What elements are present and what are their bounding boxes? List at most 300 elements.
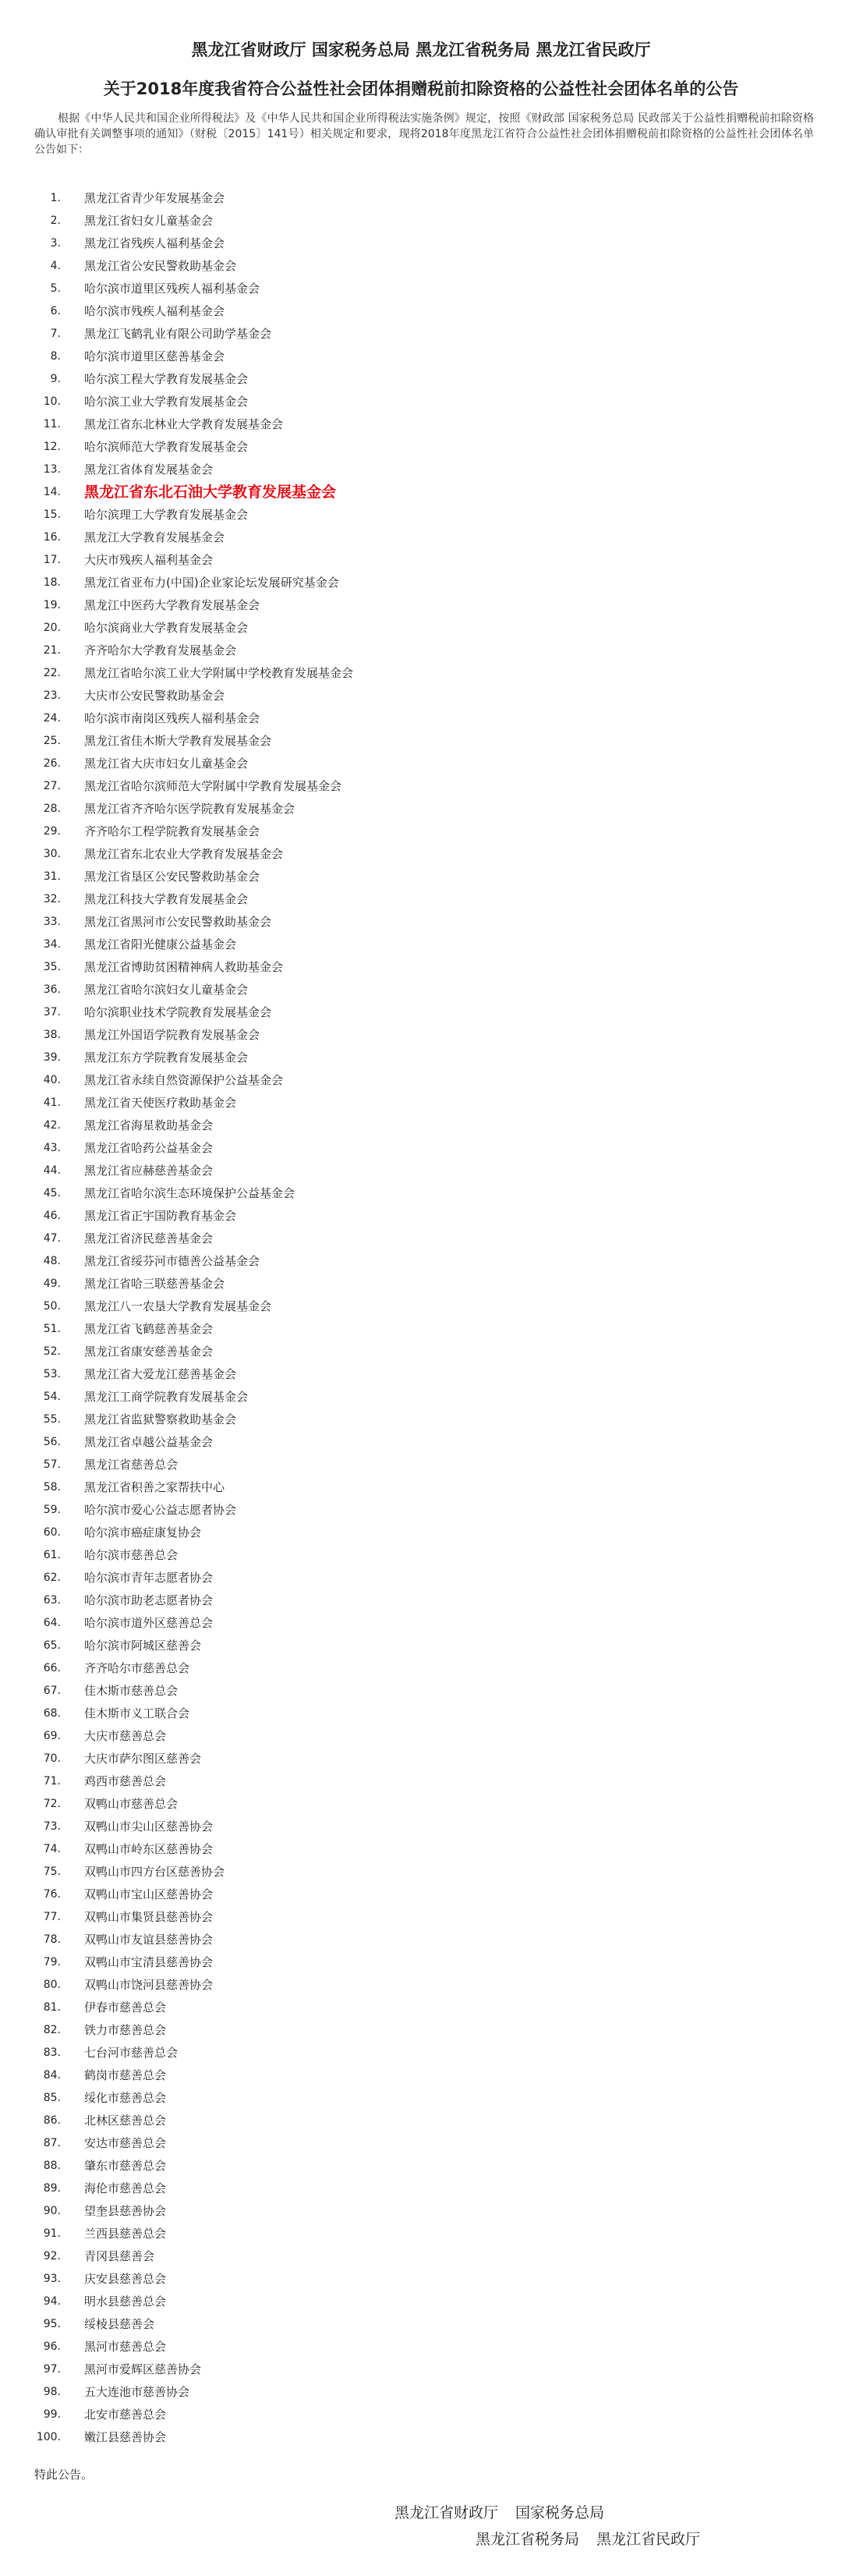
list-item (0, 1906, 842, 1929)
list-item-number: 42. (43, 1119, 61, 1132)
list-item-name: 大庆市萨尔图区慈善会 (84, 1752, 202, 1766)
list-item-number: 100. (36, 2431, 61, 2443)
list-item-number: 55. (43, 1413, 61, 1426)
list-item (0, 1748, 842, 1770)
list-item (0, 459, 842, 481)
list-item-number: 84. (43, 2069, 61, 2082)
list-item-name: 黑龙江省博助贫困精神病人救助基金会 (84, 960, 284, 974)
list-item-name: 黑龙江省大爱龙江慈善基金会 (84, 1367, 237, 1381)
list-item (0, 2177, 842, 2200)
list-item-name: 黑龙江省永续自然资源保护公益基金会 (84, 1073, 284, 1087)
list-item-name: 大庆市公安民警救助基金会 (84, 689, 225, 703)
list-item-name: 黑龙江八一农垦大学教育发展基金会 (84, 1299, 272, 1313)
list-item-number: 17. (43, 554, 61, 566)
list-item-name: 佳木斯市慈善总会 (84, 1684, 179, 1698)
list-item (0, 934, 842, 956)
list-item-number: 88. (43, 2160, 61, 2172)
list-item (0, 1386, 842, 1408)
list-item-name: 哈尔滨市道里区残疾人福利基金会 (84, 282, 260, 296)
list-item (0, 481, 842, 504)
list-item-number: 21. (43, 644, 61, 657)
list-item (0, 255, 842, 278)
list-item-number: 8. (50, 350, 61, 363)
list-item-name: 鹤岗市慈善总会 (84, 2068, 167, 2082)
list-item-name: 黑龙江省哈尔滨师范大学附属中学教育发展基金会 (84, 779, 342, 793)
list-item (0, 210, 842, 232)
closing-text: 特此公告。 (34, 2468, 94, 2482)
list-item-name: 绥棱县慈善会 (84, 2317, 155, 2331)
list-item-name: 黑龙江省海星救助基金会 (84, 1118, 214, 1132)
list-item-name: 肇东市慈善总会 (84, 2159, 167, 2173)
list-item (0, 1137, 842, 1160)
list-item (0, 956, 842, 979)
list-item (0, 549, 842, 572)
list-item-name: 齐齐哈尔市慈善总会 (84, 1661, 190, 1675)
list-item (0, 345, 842, 368)
list-item-name: 双鸭山市集贤县慈善协会 (84, 1910, 214, 1924)
list-item-number: 93. (43, 2273, 61, 2285)
list-item-number: 68. (43, 1707, 61, 1720)
list-item (0, 1770, 842, 1793)
list-item (0, 775, 842, 798)
list-item-name: 黑龙江省积善之家帮扶中心 (84, 1480, 225, 1494)
list-item-name: 黑龙江省东北石油大学教育发展基金会 (84, 484, 337, 501)
list-item-number: 85. (43, 2092, 61, 2104)
list-item (0, 2132, 842, 2155)
list-item-name: 黑龙江飞鹤乳业有限公司助学基金会 (84, 327, 272, 341)
list-item-number: 39. (43, 1051, 61, 1064)
list-item-number: 59. (43, 1504, 61, 1516)
list-item-number: 61. (43, 1549, 61, 1561)
list-item-name: 青冈县慈善会 (84, 2249, 155, 2263)
list-item (0, 1612, 842, 1635)
list-item-name: 哈尔滨理工大学教育发展基金会 (84, 508, 249, 522)
list-item-number: 92. (43, 2250, 61, 2262)
list-item-number: 95. (43, 2318, 61, 2330)
list-item (0, 2223, 842, 2245)
list-item-number: 97. (43, 2363, 61, 2376)
list-item (0, 1295, 842, 1318)
list-item-number: 75. (43, 1866, 61, 1878)
list-item-number: 62. (43, 1571, 61, 1584)
list-item (0, 1816, 842, 1838)
list-item-number: 54. (43, 1391, 61, 1403)
list-item-number: 44. (43, 1164, 61, 1177)
list-item-number: 12. (43, 441, 61, 453)
list-item-number: 49. (43, 1277, 61, 1290)
list-item-name: 黑河市慈善总会 (84, 2340, 167, 2354)
list-item-name: 哈尔滨工业大学教育发展基金会 (84, 395, 249, 409)
list-item-name: 黑龙江省哈三联慈善基金会 (84, 1277, 225, 1291)
list-item-number: 5. (50, 282, 61, 295)
list-item-number: 18. (43, 576, 61, 589)
list-item-number: 72. (43, 1798, 61, 1810)
list-item-name: 哈尔滨市爱心公益志愿者协会 (84, 1503, 237, 1517)
list-item-number: 86. (43, 2114, 61, 2127)
list-item (0, 2019, 842, 2042)
list-item (0, 640, 842, 662)
list-item-name: 双鸭山市慈善总会 (84, 1797, 179, 1811)
list-item-name: 黑龙江省阳光健康公益基金会 (84, 937, 237, 951)
list-item-number: 9. (50, 373, 61, 385)
list-item-name: 哈尔滨市阿城区慈善会 (84, 1639, 202, 1653)
list-item-name: 哈尔滨市道外区慈善总会 (84, 1616, 214, 1630)
list-item (0, 1024, 842, 1047)
list-item (0, 1589, 842, 1612)
list-item (0, 323, 842, 345)
list-item-number: 94. (43, 2295, 61, 2308)
list-item (0, 1997, 842, 2019)
list-item-number: 58. (43, 1481, 61, 1494)
list-item-number: 4. (50, 260, 61, 272)
list-item (0, 1929, 842, 1951)
list-item (0, 2426, 842, 2449)
list-item-name: 五大连池市慈善协会 (84, 2385, 190, 2399)
list-item-name: 齐齐哈尔工程学院教育发展基金会 (84, 824, 260, 838)
list-item (0, 1069, 842, 1092)
list-item-number: 31. (43, 870, 61, 883)
list-item (0, 1499, 842, 1522)
list-item (0, 866, 842, 888)
list-item-name: 黑龙江省康安慈善基金会 (84, 1345, 214, 1359)
list-item-number: 1. (50, 192, 61, 204)
list-item-number: 36. (43, 983, 61, 996)
list-item-name: 海伦市慈善总会 (84, 2181, 167, 2195)
list-item (0, 526, 842, 549)
list-item-number: 78. (43, 1933, 61, 1946)
list-item-number: 56. (43, 1436, 61, 1448)
list-item (0, 1250, 842, 1273)
list-item (0, 707, 842, 730)
list-item (0, 2404, 842, 2426)
list-item-number: 67. (43, 1685, 61, 1697)
list-item (0, 1657, 842, 1680)
list-item-name: 黑龙江省亚布力(中国)企业家论坛发展研究基金会 (84, 576, 339, 590)
list-item-name: 绥化市慈善总会 (84, 2091, 167, 2105)
list-item (0, 1160, 842, 1182)
list-item-name: 黑龙江省正宇国防教育基金会 (84, 1209, 237, 1223)
list-item-name: 黑龙江省监狱警察救助基金会 (84, 1412, 237, 1426)
list-item-number: 29. (43, 825, 61, 838)
list-item (0, 662, 842, 685)
list-item-name: 黑龙江中医药大学教育发展基金会 (84, 598, 260, 612)
list-item-name: 哈尔滨师范大学教育发展基金会 (84, 440, 249, 454)
list-item (0, 1567, 842, 1589)
list-item (0, 1883, 842, 1906)
list-item-number: 7. (50, 328, 61, 340)
list-item-number: 41. (43, 1097, 61, 1109)
list-item-name: 黑龙江东方学院教育发展基金会 (84, 1051, 249, 1065)
list-item-number: 96. (43, 2340, 61, 2353)
list-item-number: 83. (43, 2046, 61, 2059)
list-item-name: 哈尔滨商业大学教育发展基金会 (84, 621, 249, 635)
list-item-name: 双鸭山市四方台区慈善协会 (84, 1865, 225, 1879)
list-item-number: 98. (43, 2386, 61, 2398)
list-item (0, 888, 842, 911)
list-item-name: 双鸭山市宝清县慈善协会 (84, 1955, 214, 1969)
list-item (0, 2313, 842, 2336)
list-item-name: 哈尔滨市癌症康复协会 (84, 1525, 202, 1540)
list-item-number: 25. (43, 735, 61, 747)
list-item-name: 黑龙江省慈善总会 (84, 1458, 179, 1472)
list-item (0, 1476, 842, 1499)
document-title-issuers: 黑龙江省财政厅 国家税务总局 黑龙江省税务局 黑龙江省民政厅 (191, 41, 651, 59)
list-item (0, 1273, 842, 1295)
intro-paragraph: 根据《中华人民共和国企业所得税法》及《中华人民共和国企业所得税法实施条例》规定，按照《财政部 国家税务总局 民政部关于公益性捐赠税前扣除资格确认审批有关调整事项的通知》（财税〔2015〕141号）相关规定和要求，现将2018年度黑龙江省符合公益性社会团体捐赠税前扣除资格的公益性社会团体名单公告如下： (34, 112, 814, 156)
list-item-number: 79. (43, 1956, 61, 1968)
list-item (0, 300, 842, 323)
list-item (0, 1001, 842, 1024)
list-item-number: 52. (43, 1345, 61, 1358)
list-item-number: 71. (43, 1775, 61, 1788)
list-item (0, 504, 842, 526)
list-item (0, 1544, 842, 1567)
list-item-number: 90. (43, 2205, 61, 2217)
signature-line-2: 黑龙江省税务局 黑龙江省民政厅 (476, 2531, 701, 2548)
list-item (0, 1205, 842, 1228)
list-item-name: 黑龙江大学教育发展基金会 (84, 530, 225, 544)
list-item-name: 黑龙江省哈尔滨工业大学附属中学校教育发展基金会 (84, 666, 354, 680)
list-item-number: 45. (43, 1187, 61, 1199)
list-item-name: 明水县慈善总会 (84, 2294, 167, 2308)
list-item (0, 2336, 842, 2358)
list-item (0, 1363, 842, 1386)
list-item-number: 63. (43, 1594, 61, 1607)
list-item (0, 2358, 842, 2381)
list-item-name: 哈尔滨市道里区慈善基金会 (84, 349, 225, 363)
list-item (0, 278, 842, 300)
list-item-number: 74. (43, 1843, 61, 1855)
list-item-name: 黑龙江工商学院教育发展基金会 (84, 1390, 249, 1404)
list-item-number: 10. (43, 395, 61, 408)
list-item-name: 黑龙江省垦区公安民警救助基金会 (84, 870, 260, 884)
list-item-number: 76. (43, 1888, 61, 1901)
signature-line-1: 黑龙江省财政厅 国家税务总局 (394, 2504, 605, 2521)
list-item-name: 北安市慈善总会 (84, 2408, 167, 2422)
list-item-name: 黑龙江科技大学教育发展基金会 (84, 892, 249, 906)
list-item-name: 哈尔滨市南岗区残疾人福利基金会 (84, 711, 260, 725)
list-item-name: 哈尔滨市残疾人福利基金会 (84, 304, 225, 318)
list-item-number: 53. (43, 1368, 61, 1380)
list-item-name: 黑龙江省哈尔滨生态环境保护公益基金会 (84, 1186, 295, 1200)
list-item-number: 64. (43, 1617, 61, 1629)
list-item-number: 77. (43, 1911, 61, 1923)
list-item (0, 2064, 842, 2087)
list-item (0, 685, 842, 707)
list-item (0, 1114, 842, 1137)
list-item-name: 哈尔滨市助老志愿者协会 (84, 1593, 214, 1607)
list-item (0, 1635, 842, 1657)
list-item-number: 82. (43, 2024, 61, 2036)
list-item (0, 2268, 842, 2291)
list-item (0, 2291, 842, 2313)
list-item-number: 50. (43, 1300, 61, 1313)
list-item-number: 19. (43, 599, 61, 611)
list-item-number: 20. (43, 622, 61, 634)
list-item-name: 庆安县慈善总会 (84, 2272, 167, 2286)
list-item-name: 兰西县慈善总会 (84, 2227, 167, 2241)
list-item-number: 57. (43, 1458, 61, 1471)
list-item-name: 佳木斯市义工联合会 (84, 1706, 190, 1720)
list-item-name: 双鸭山市饶河县慈善协会 (84, 1978, 214, 1992)
list-item-name: 铁力市慈善总会 (84, 2023, 167, 2037)
list-item (0, 2245, 842, 2268)
list-item (0, 413, 842, 436)
list-item-name: 哈尔滨市慈善总会 (84, 1548, 179, 1562)
list-item-name: 黑龙江外国语学院教育发展基金会 (84, 1028, 260, 1042)
list-item-name: 黑龙江省天使医疗救助基金会 (84, 1096, 237, 1110)
list-item-name: 安达市慈善总会 (84, 2136, 167, 2150)
list-item (0, 1838, 842, 1861)
list-item-name: 大庆市慈善总会 (84, 1729, 167, 1743)
document-title: 关于2018年度我省符合公益性社会团体捐赠税前扣除资格的公益性社会团体名单的公告 (103, 80, 739, 98)
list-item (0, 594, 842, 617)
list-item (0, 730, 842, 753)
list-item-name: 黑龙江省东北林业大学教育发展基金会 (84, 417, 284, 431)
list-item-number: 40. (43, 1074, 61, 1086)
list-item-name: 望奎县慈善协会 (84, 2204, 167, 2218)
list-item (0, 1725, 842, 1748)
list-item (0, 1047, 842, 1069)
list-item-name: 双鸭山市友谊县慈善协会 (84, 1933, 214, 1947)
list-item (0, 911, 842, 934)
list-item-number: 11. (43, 418, 61, 431)
list-item (0, 1974, 842, 1997)
list-item-name: 齐齐哈尔大学教育发展基金会 (84, 643, 237, 657)
list-item-name: 黑龙江省哈尔滨妇女儿童基金会 (84, 983, 249, 997)
list-item-name: 黑龙江省残疾人福利基金会 (84, 236, 225, 250)
list-item (0, 1431, 842, 1454)
list-item-number: 66. (43, 1662, 61, 1674)
list-item-name: 黑龙江省卓越公益基金会 (84, 1435, 214, 1449)
list-item-number: 16. (43, 531, 61, 544)
list-item-name: 黑龙江省妇女儿童基金会 (84, 214, 214, 228)
list-item-number: 23. (43, 689, 61, 702)
list-item-number: 28. (43, 803, 61, 815)
list-item-number: 2. (50, 214, 61, 227)
list-item-number: 69. (43, 1730, 61, 1742)
list-item-number: 38. (43, 1029, 61, 1041)
list-item-name: 哈尔滨职业技术学院教育发展基金会 (84, 1005, 272, 1019)
list-item (0, 2087, 842, 2110)
list-item-name: 黑龙江省大庆市妇女儿童基金会 (84, 757, 249, 771)
list-item (0, 368, 842, 391)
list-item-name: 双鸭山市岭东区慈善协会 (84, 1842, 214, 1856)
list-item (0, 187, 842, 210)
list-item-number: 47. (43, 1232, 61, 1245)
list-item-name: 哈尔滨市青年志愿者协会 (84, 1571, 214, 1585)
list-item-name: 黑龙江省应赫慈善基金会 (84, 1164, 214, 1178)
list-item (0, 1341, 842, 1363)
list-item-name: 黑龙江省齐齐哈尔医学院教育发展基金会 (84, 802, 295, 816)
list-item-name: 黑龙江省黑河市公安民警救助基金会 (84, 915, 272, 929)
list-item-number: 60. (43, 1526, 61, 1539)
list-item (0, 798, 842, 820)
list-item-number: 48. (43, 1255, 61, 1267)
list-item (0, 2155, 842, 2177)
list-item (0, 2381, 842, 2404)
list-item-number: 89. (43, 2182, 61, 2195)
list-item-name: 黑河市爱辉区慈善协会 (84, 2362, 202, 2376)
list-item-name: 双鸭山市尖山区慈善协会 (84, 1819, 214, 1834)
list-item-number: 37. (43, 1006, 61, 1019)
list-item-name: 双鸭山市宝山区慈善协会 (84, 1887, 214, 1901)
list-item-number: 30. (43, 848, 61, 860)
list-item-name: 嫩江县慈善协会 (84, 2430, 167, 2444)
list-item-name: 哈尔滨工程大学教育发展基金会 (84, 372, 249, 386)
list-item-name: 大庆市残疾人福利基金会 (84, 553, 214, 567)
list-item-name: 黑龙江省佳木斯大学教育发展基金会 (84, 734, 272, 748)
list-item-number: 27. (43, 780, 61, 792)
list-item (0, 843, 842, 866)
list-item-name: 黑龙江省济民慈善基金会 (84, 1231, 214, 1245)
list-item-number: 81. (43, 2001, 61, 2014)
list-item-number: 24. (43, 712, 61, 725)
list-item (0, 979, 842, 1001)
list-item-number: 73. (43, 1820, 61, 1833)
list-item-number: 51. (43, 1323, 61, 1335)
list-item (0, 2200, 842, 2223)
list-item (0, 820, 842, 843)
list-item (0, 1318, 842, 1341)
organization-list (0, 187, 842, 2449)
list-item-name: 黑龙江省青少年发展基金会 (84, 191, 225, 205)
list-item-number: 80. (43, 1979, 61, 1991)
list-item-number: 43. (43, 1142, 61, 1154)
list-item-name: 黑龙江省飞鹤慈善基金会 (84, 1322, 214, 1336)
list-item-name: 黑龙江省公安民警救助基金会 (84, 259, 237, 273)
list-item-number: 13. (43, 463, 61, 476)
list-item-name: 七台河市慈善总会 (84, 2046, 179, 2060)
list-item-number: 99. (43, 2408, 61, 2421)
list-item-number: 3. (50, 237, 61, 250)
list-item (0, 1228, 842, 1250)
list-item (0, 1092, 842, 1114)
list-item (0, 617, 842, 640)
list-item-name: 黑龙江省体育发展基金会 (84, 462, 214, 477)
list-item-name: 伊春市慈善总会 (84, 2000, 167, 2014)
list-item (0, 1408, 842, 1431)
list-item (0, 753, 842, 775)
list-item (0, 1703, 842, 1725)
list-item (0, 1861, 842, 1883)
list-item (0, 2110, 842, 2132)
list-item-name: 黑龙江省绥芬河市德善公益基金会 (84, 1254, 260, 1268)
list-item (0, 572, 842, 594)
list-item (0, 2042, 842, 2064)
list-item (0, 1951, 842, 1974)
list-item-number: 70. (43, 1752, 61, 1765)
list-item (0, 232, 842, 255)
list-item-name: 北林区慈善总会 (84, 2114, 167, 2128)
list-item (0, 391, 842, 413)
list-item-number: 6. (50, 305, 61, 317)
list-item-name: 黑龙江省哈药公益基金会 (84, 1141, 214, 1155)
list-item-number: 35. (43, 961, 61, 973)
list-item-number: 34. (43, 938, 61, 951)
list-item (0, 1454, 842, 1476)
list-item (0, 1522, 842, 1544)
list-item-number: 33. (43, 916, 61, 928)
list-item-number: 32. (43, 893, 61, 905)
list-item-number: 22. (43, 667, 61, 679)
list-item (0, 436, 842, 459)
list-item (0, 1680, 842, 1703)
list-item-number: 26. (43, 757, 61, 770)
list-item-number: 46. (43, 1210, 61, 1222)
list-item-number: 91. (43, 2227, 61, 2240)
list-item (0, 1182, 842, 1205)
